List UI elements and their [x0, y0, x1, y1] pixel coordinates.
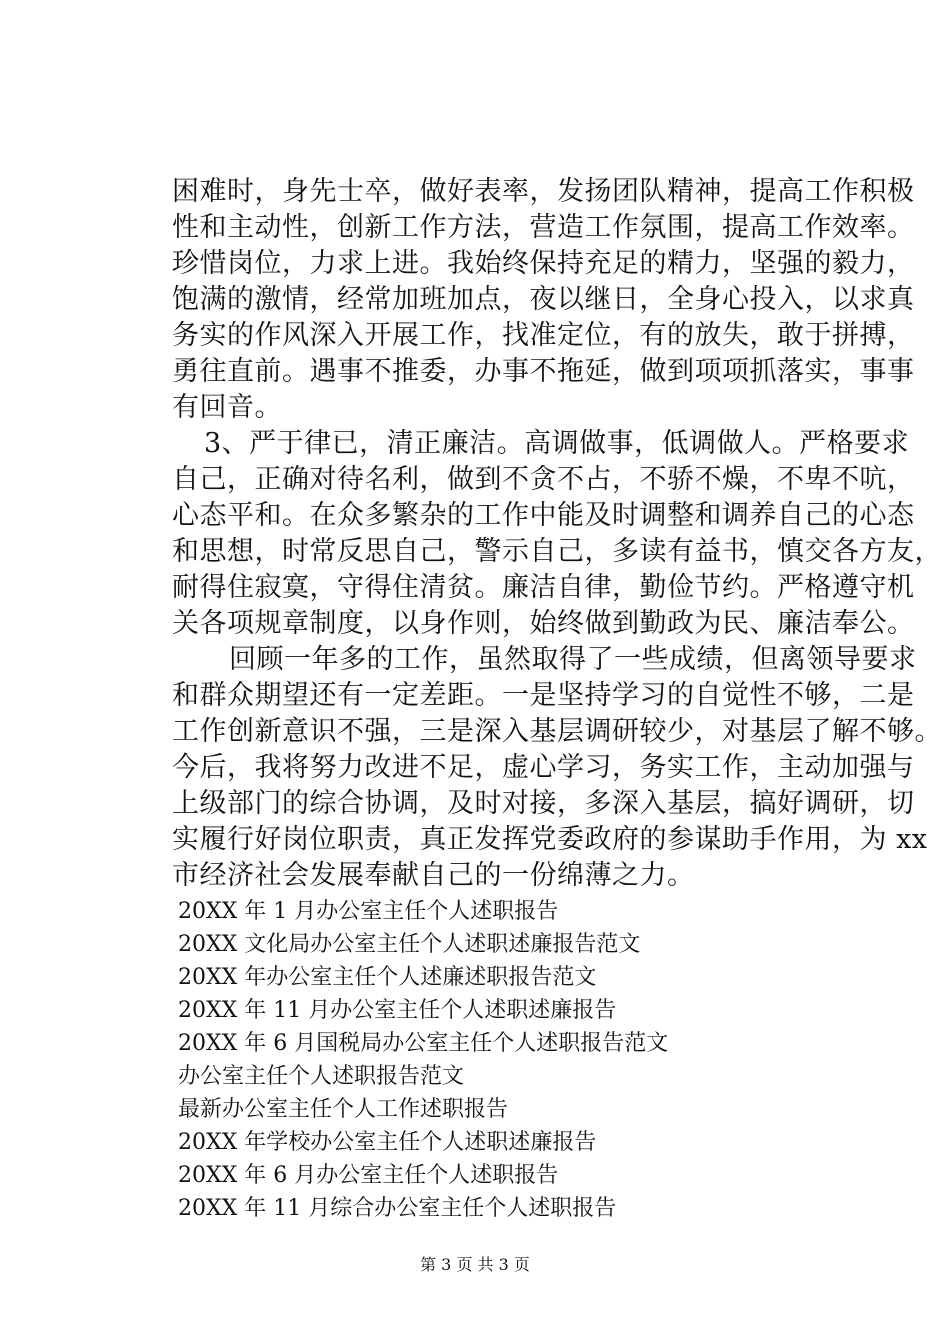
body-line: 回顾一年多的工作，虽然取得了一些成绩，但离领导要求	[229, 644, 917, 675]
page-number-footer: 第 3 页 共 3 页	[420, 1255, 530, 1274]
related-link[interactable]: 20XX 年 11 月综合办公室主任个人述职报告	[178, 1196, 617, 1221]
related-link[interactable]: 20XX 文化局办公室主任个人述职述廉报告范文	[178, 932, 641, 957]
body-line: 实履行好岗位职责，真正发挥党委政府的参谋助手作用，为 xx	[172, 824, 928, 855]
related-link[interactable]: 办公室主任个人述职报告范文	[178, 1064, 465, 1089]
related-link[interactable]: 20XX 年 11 月办公室主任个人述职述廉报告	[178, 998, 617, 1023]
related-link[interactable]: 20XX 年 6 月办公室主任个人述职报告	[178, 1163, 559, 1188]
related-link[interactable]: 20XX 年办公室主任个人述廉述职报告范文	[178, 965, 597, 990]
body-line: 珍惜岗位，力求上进。我始终保持充足的精力，坚强的毅力，	[172, 248, 915, 279]
body-line: 3、严于律已，清正廉洁。高调做事，低调做人。严格要求	[204, 428, 910, 459]
body-line: 和思想，时常反思自己，警示自己，多读有益书，慎交各方友，	[172, 536, 942, 567]
body-line: 务实的作风深入开展工作，找准定位，有的放失，敢于拼搏，	[172, 320, 915, 351]
body-line: 上级部门的综合协调，及时对接，多深入基层，搞好调研，切	[172, 788, 915, 819]
related-link[interactable]: 最新办公室主任个人工作述职报告	[178, 1097, 509, 1122]
body-line: 饱满的激情，经常加班加点，夜以继日，全身心投入，以求真	[172, 284, 915, 315]
body-line: 耐得住寂寞，守得住清贫。廉洁自律，勤俭节约。严格遵守机	[172, 572, 915, 603]
body-line: 工作创新意识不强，三是深入基层调研较少，对基层了解不够。	[172, 716, 942, 747]
body-line: 有回音。	[172, 392, 282, 423]
related-link[interactable]: 20XX 年学校办公室主任个人述职述廉报告	[178, 1130, 597, 1155]
body-line: 性和主动性，创新工作方法，营造工作氛围，提高工作效率。	[172, 212, 915, 243]
body-line: 勇往直前。遇事不推委，办事不拖延，做到项项抓落实，事事	[172, 356, 915, 387]
body-line: 关各项规章制度，以身作则，始终做到勤政为民、廉洁奉公。	[172, 608, 915, 639]
related-link[interactable]: 20XX 年 6 月国税局办公室主任个人述职报告范文	[178, 1031, 669, 1056]
body-line: 困难时，身先士卒，做好表率，发扬团队精神，提高工作积极	[172, 176, 915, 207]
related-link[interactable]: 20XX 年 1 月办公室主任个人述职报告	[178, 899, 559, 924]
body-line: 自己，正确对待名利，做到不贪不占，不骄不燥，不卑不吭，	[172, 464, 915, 495]
body-line: 市经济社会发展奉献自己的一份绵薄之力。	[172, 860, 695, 891]
body-line: 心态平和。在众多繁杂的工作中能及时调整和调养自己的心态	[172, 500, 915, 531]
body-line: 今后，我将努力改进不足，虚心学习，务实工作，主动加强与	[172, 752, 915, 783]
body-line: 和群众期望还有一定差距。一是坚持学习的自觉性不够，二是	[172, 680, 915, 711]
